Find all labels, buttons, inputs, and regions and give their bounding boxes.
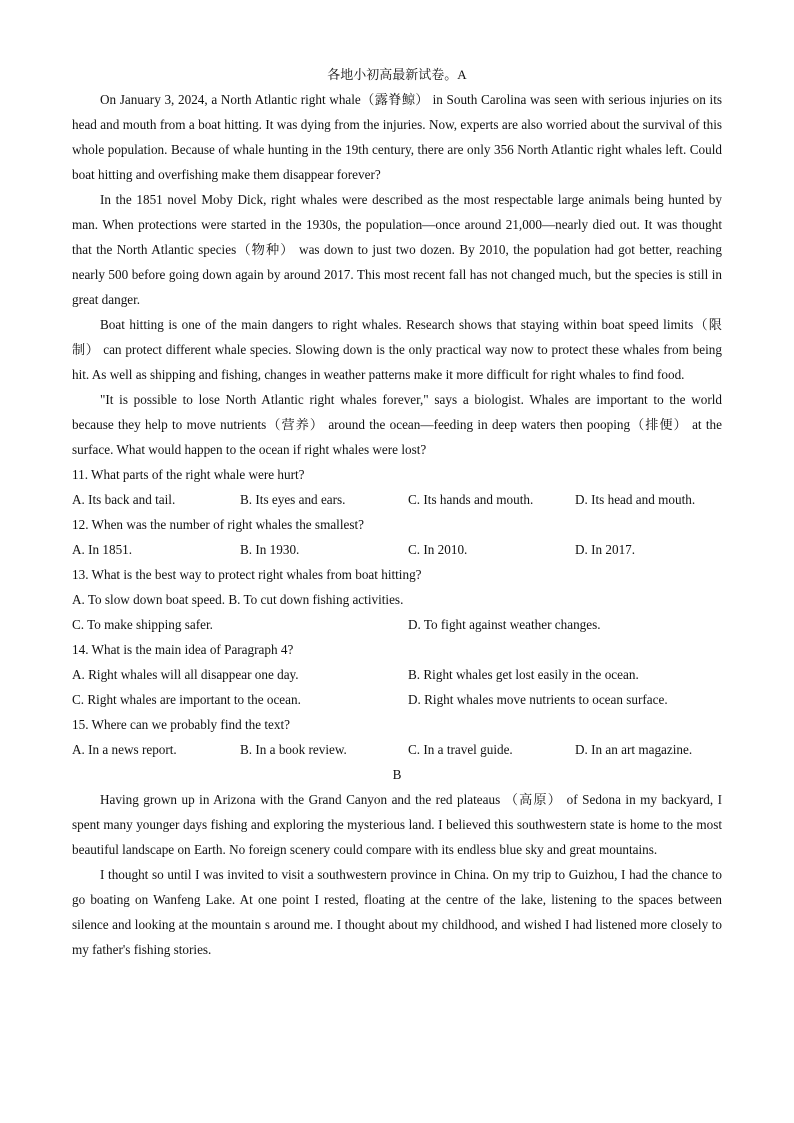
question-11-option-c: C. Its hands and mouth. — [408, 492, 534, 507]
question-15-option-d: D. In an art magazine. — [575, 742, 693, 757]
passage-b-paragraph-1: Having grown up in Arizona with the Grand Canyon and the red plateaus （高原） of Sedona in my backyard, I spent many younger days fishing and exploring the mysterious land. I believed this southwestern state is home to the most beautiful landscape on Earth. No foreign scenery could compare with its endless blue sky and great mountains. — [72, 792, 722, 857]
question-11-option-d: D. Its head and mouth. — [575, 492, 696, 507]
question-11-option-b: B. Its eyes and ears. — [240, 492, 346, 507]
question-13-option-d: D. To fight against weather changes. — [408, 617, 601, 632]
section-b-heading: B — [392, 767, 402, 782]
question-12-stem: 12. When was the number of right whales the smallest? — [72, 517, 365, 532]
question-14-option-c: C. Right whales are important to the ocean. — [72, 692, 301, 707]
question-15-options — [72, 737, 722, 762]
question-14-option-d: D. Right whales move nutrients to ocean surface. — [408, 692, 668, 707]
question-12-option-c: C. In 2010. — [408, 542, 468, 557]
question-11-option-a: A. Its back and tail. — [72, 492, 176, 507]
question-13-stem: 13. What is the best way to protect right whales from boat hitting? — [72, 567, 422, 582]
question-12-options — [72, 537, 722, 562]
page-title: 各地小初高最新试卷。A — [327, 67, 467, 82]
question-11-options — [72, 487, 722, 512]
question-13-option-a: A. To slow down boat speed. — [72, 592, 226, 607]
passage-a-paragraph-1: On January 3, 2024, a North Atlantic right whale（露脊鲸） in South Carolina was seen with serious injuries on its head and mouth from a boat hitting. It was dying from the injuries. Now, experts are also worried about the survival of this whole population. Because of whale hunting in the 19th century, there are only 356 North Atlantic right whales left. Could boat hitting and overfishing make them disappear forever? — [72, 92, 722, 182]
passage-a-paragraph-4: "It is possible to lose North Atlantic right whales forever," says a biologist. Whales are important to the world because they help to move nutrients（营养） around the ocean—feeding in deep waters then pooping（排便） at the surface. What would happen to the ocean if right whales were lost? — [72, 392, 722, 457]
question-14-stem: 14. What is the main idea of Paragraph 4? — [72, 642, 294, 657]
question-14-options-row-2 — [72, 687, 722, 712]
question-13-option-c: C. To make shipping safer. — [72, 617, 213, 632]
passage-a-paragraph-2: In the 1851 novel Moby Dick, right whales were described as the most respectable large animals being hunted by man. When protections were started in the 1930s, the population—once around 21,000—nearly died out. It was thought that the North Atlantic species（物种） was down to just two dozen. By 2010, the population had got better, reaching nearly 500 before going down again by around 2017. This most recent fall has not changed much, but the species is still in great danger. — [72, 192, 722, 307]
question-14-options-row-1 — [72, 662, 722, 687]
question-13-options-row-2 — [72, 612, 722, 637]
question-13-option-b: B. To cut down fishing activities. — [228, 592, 404, 607]
question-12-option-d: D. In 2017. — [575, 542, 636, 557]
exam-page — [72, 62, 722, 962]
question-11-stem: 11. What parts of the right whale were hurt? — [72, 467, 305, 482]
question-12-option-a: A. In 1851. — [72, 542, 133, 557]
passage-b-paragraph-2: I thought so until I was invited to visit a southwestern province in China. On my trip to Guizhou, I had the chance to go boating on Wanfeng Lake. At one point I rested, floating at the centre of the lake, listening to the spaces between silence and looking at the mountain s around me. I thought about my childhood, and wished I had listened more closely to my father's fishing stories. — [72, 867, 722, 957]
question-13-options-row-1 — [72, 587, 722, 612]
question-15-stem: 15. Where can we probably find the text? — [72, 717, 290, 732]
question-12-option-b: B. In 1930. — [240, 542, 300, 557]
question-15-option-b: B. In a book review. — [240, 742, 347, 757]
question-15-option-a: A. In a news report. — [72, 742, 177, 757]
question-14-option-b: B. Right whales get lost easily in the ocean. — [408, 667, 639, 682]
question-14-option-a: A. Right whales will all disappear one day. — [72, 667, 299, 682]
passage-a-paragraph-3: Boat hitting is one of the main dangers to right whales. Research shows that staying within boat speed limits（限制） can protect different whale species. Slowing down is the only practical way now to protect these whales from being hit. As well as shipping and fishing, changes in weather patterns make it more difficult for right whales to find food. — [72, 317, 722, 382]
question-15-option-c: C. In a travel guide. — [408, 742, 513, 757]
